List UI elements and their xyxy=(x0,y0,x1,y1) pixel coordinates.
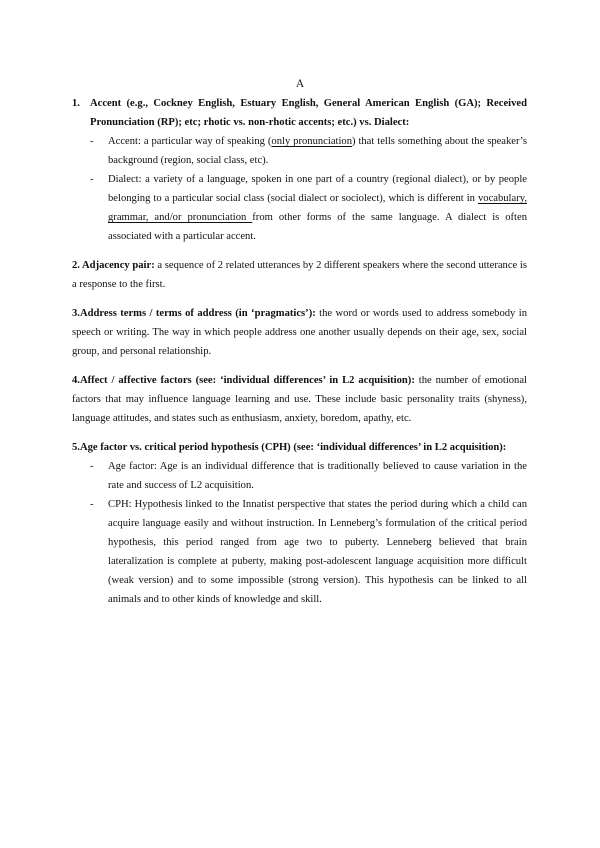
section-age-factor xyxy=(72,438,527,609)
item-text: ) that tells something about the speaker’s background (region, social class, etc). xyxy=(108,136,528,166)
section-accent-heading xyxy=(72,94,527,132)
dash-bullet: - xyxy=(90,136,94,147)
section-address-terms xyxy=(72,304,527,361)
item-text: Dialect: a variety of a language, spoken in one part of a country (regional dialect), or by people belonging to a particular social class (social dialect or sociolect), which is different in xyxy=(108,174,527,204)
section-adjacency-pair xyxy=(72,256,527,294)
definition-paragraph xyxy=(72,256,527,294)
term-heading: 2. Adjacency pair: xyxy=(72,260,155,271)
list-item-age-factor xyxy=(72,457,527,495)
page-letter-heading: A xyxy=(295,78,305,90)
term-definition: a sequence of 2 related utterances by 2 different speakers where the second utterance is a response to the first. xyxy=(72,260,527,290)
underlined-text: vocabulary, grammar, and/or pronunciation xyxy=(108,193,527,223)
list-item-dialect xyxy=(72,170,527,246)
accent-definition-list xyxy=(72,132,527,246)
term-heading: 4.Affect / affective factors (see: ‘individual differences’ in L2 acquisition): xyxy=(72,375,415,386)
section-title: Accent (e.g., Cockney English, Estuary English, General American English (GA); Received Pronunciation (RP); etc; rhotic vs. non-rhotic accents; etc.) vs. Dialect: xyxy=(90,98,527,128)
term-definition: the number of emotional factors that may influence language learning and use. These include basic personality traits (shyness), language attitudes, and states such as enthusiasm, anxiety, boredom, apathy, etc. xyxy=(72,375,527,424)
section-accent xyxy=(72,94,527,246)
item-text: CPH: Hypothesis linked to the Innatist perspective that states the period during which a child can acquire language easily and without instruction. In Lenneberg’s formulation of the critical period hypothesis, this period ranged from age two to puberty. Lenneberg believed that brain lateralization is complete at puberty, making post-adolescent language acquisition more difficult (weak version) and to some impossible (strong version). This hypothesis can be linked to all animals and to other kinds of knowledge and skill. xyxy=(108,499,527,605)
age-definition-list xyxy=(72,457,527,609)
term-heading: 5.Age factor vs. critical period hypothesis (CPH) (see: ‘individual differences’ in L2 acquisition): xyxy=(72,442,507,453)
list-item-accent xyxy=(72,132,527,170)
term-heading: 3.Address terms / terms of address (in ‘pragmatics’): xyxy=(72,308,316,319)
item-text: Accent: a particular way of speaking ( xyxy=(108,136,272,147)
item-text: Age factor: Age is an individual difference that is traditionally believed to cause variation in the rate and success of L2 acquisition. xyxy=(108,461,527,491)
dash-bullet: - xyxy=(90,174,94,185)
dash-bullet: - xyxy=(90,499,94,510)
section-title xyxy=(72,438,527,457)
section-number: 1. xyxy=(72,98,80,109)
dash-bullet: - xyxy=(90,461,94,472)
section-affect xyxy=(72,371,527,428)
term-definition: the word or words used to address somebody in speech or writing. The way in which people address one another usually depends on their age, sex, social group, and personal relationship. xyxy=(72,308,527,357)
definition-paragraph xyxy=(72,304,527,361)
document-body xyxy=(72,94,527,609)
underlined-text: only pronunciation xyxy=(271,136,352,147)
list-item-cph xyxy=(72,495,527,609)
definition-paragraph xyxy=(72,371,527,428)
item-text: from other forms of the same language. A dialect is often associated with a particular accent. xyxy=(108,212,528,242)
